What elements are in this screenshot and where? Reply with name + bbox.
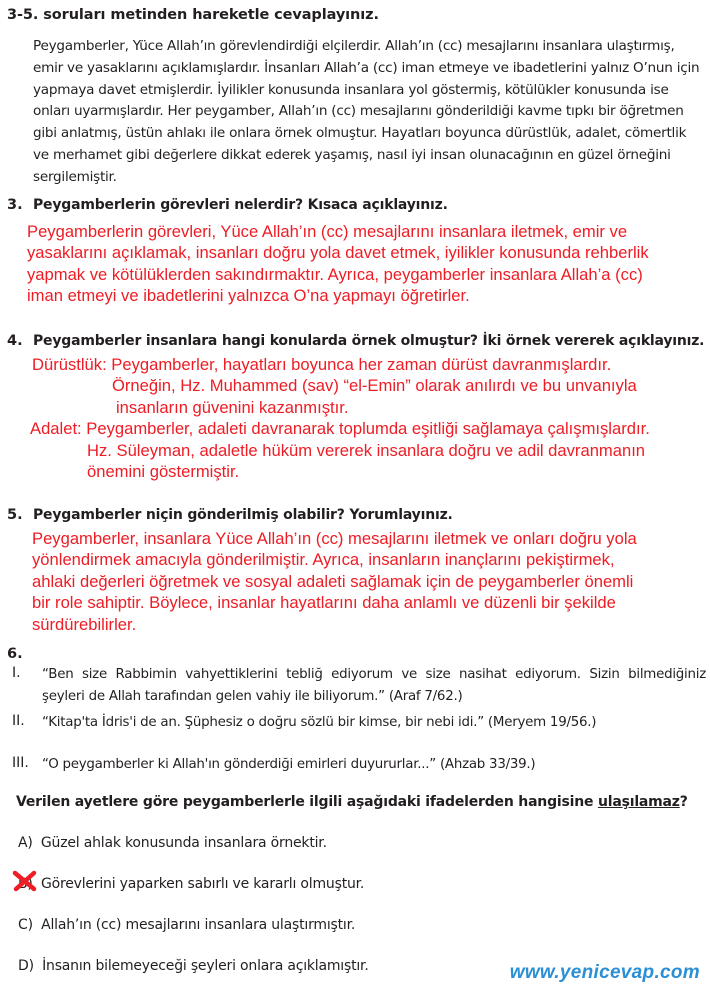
option-text: İnsanın bilemeyeceği şeyleri onlara açıklamıştır.	[42, 958, 369, 974]
option-text: Güzel ahlak konusunda insanlara örnektir.	[40, 835, 327, 851]
question-3-text: Peygamberlerin görevleri nelerdir? Kısaca açıklayınız.	[33, 197, 448, 213]
verse-line: şeyleri de Allah tarafından gelen vahiy ile biliyorum.” (Araf 7/62.)	[42, 688, 463, 704]
question-4-number: 4.	[7, 333, 23, 349]
verse-line: “Ben size Rabbimin vahyettiklerini tebliğ ediyorum ve size nasihat ediyorum. Sizin bilmediğiniz	[42, 667, 706, 682]
question-4-text: Peygamberler insanlara hangi konularda örnek olmuştur? İki örnek vererek açıklayınız.	[33, 333, 705, 349]
passage-line: yapmaya davet etmişlerdir. İyilikler konusunda insanlara yol göstermiş, kötülükler konusunda ise	[33, 81, 669, 98]
answer-line: sürdürebilirler.	[32, 614, 137, 634]
passage-line: gibi anlatmış, üstün ahlakı ile onlara örnek olmuştur. Hayatları boyunca dürüstlük, adalet, cömertlik	[33, 125, 687, 142]
question-6-text	[16, 794, 688, 810]
answer-line: Örneğin, Hz. Muhammed (sav) “el-Emin” olarak anılırdı ve bu unvanıyla	[112, 376, 637, 396]
answer-line: insanların güvenini kazanmıştır.	[116, 397, 349, 417]
question-5-text: Peygamberler niçin gönderilmiş olabilir? Yorumlayınız.	[33, 507, 453, 523]
verse-numeral: II.	[12, 713, 25, 729]
answer-line: yönlendirmek amacıyla gönderilmiştir. Ayrıca, insanların inançlarını pekiştirmek,	[32, 550, 615, 570]
passage-line: ve merhamet gibi değerlere dikkat ederek yaşamış, nasıl iyi insan olunacağının en güzel örneğini	[33, 146, 671, 163]
reading-passage	[33, 36, 705, 189]
question-5-answer	[32, 528, 637, 635]
question-5-number: 5.	[7, 507, 23, 523]
passage-line: Peygamberler, Yüce Allah’ın görevlendirdiği elçilerdir. Allah’ın (cc) mesajlarını insanlara ulaştırmış,	[33, 38, 675, 54]
question-3-number: 3.	[7, 197, 23, 213]
verse-numeral: III.	[12, 755, 29, 771]
option-letter: D)	[18, 958, 34, 974]
answer-line: Adalet: Peygamberler, adaleti davranarak toplumda eşitliği sağlamaya çalışmışlardır.	[30, 419, 650, 439]
verse-text	[42, 754, 535, 776]
answer-line: bir role sahiptir. Böylece, insanlar hayatlarını daha anlamlı ve düzenli bir şekilde	[32, 593, 616, 613]
answer-line: Peygamberler, insanlara Yüce Allah’ın (cc) mesajlarını iletmek ve onları doğru yola	[32, 529, 637, 548]
verse-numeral: I.	[12, 665, 21, 681]
passage-line: sergilemiştir.	[33, 168, 117, 185]
answer-line: iman etmeyi ve ibadetlerini yalnızca O’na yapmayı öğretirler.	[27, 286, 470, 306]
answer-line: yapmak ve kötülüklerden sakındırmaktır. Ayrıca, peygamberler insanlara Allah’a (cc)	[27, 264, 643, 284]
option-text: Allah’ın (cc) mesajlarını insanlara ulaştırmıştır.	[41, 917, 356, 933]
answer-line: ahlaki değerleri öğretmek ve sosyal adaleti sağlamak için de peygamberler önemli	[32, 571, 634, 591]
section-title: 3-5. soruları metinden hareketle cevaplayınız.	[7, 7, 379, 23]
answer-line: Dürüstlük: Peygamberler, hayatları boyunca her zaman dürüst davranmışlardır.	[32, 355, 612, 374]
verse-text	[42, 664, 706, 707]
passage-line: onları uyarmışlardır. Her peygamber, Allah’ın (cc) mesajlarını gönderildiği kavme tıpkı bir öğretmen	[33, 103, 684, 120]
option-b[interactable]	[18, 876, 364, 892]
answer-line: Hz. Süleyman, adaletle hüküm vererek insanlara doğru ve adil davranmanın	[87, 440, 646, 460]
passage-line: emir ve yasaklarını açıklamışlardır. İnsanları Allah’a (cc) iman etmeye ve ibadetlerini yalnız O’nun için	[33, 59, 700, 76]
question-6-number: 6.	[7, 646, 23, 662]
question-4-answer	[32, 354, 650, 482]
option-a[interactable]	[18, 835, 327, 851]
answer-line: yasaklarını açıklamak, insanları doğru yola davet etmek, iyilikler konusunda rehberlik	[27, 243, 649, 263]
question-6-prefix: Verilen ayetlere göre peygamberlerle ilgili aşağıdaki ifadelerden hangisine	[16, 794, 598, 810]
question-6-suffix: ?	[679, 794, 688, 810]
option-letter: C)	[18, 917, 33, 933]
verse-line: “O peygamberler ki Allah'ın gönderdiği emirleri duyururlar...” (Ahzab 33/39.)	[42, 757, 536, 772]
option-letter: B)	[18, 876, 33, 892]
option-d[interactable]	[18, 958, 369, 974]
answer-line: Peygamberlerin görevleri, Yüce Allah’ın (cc) mesajlarını insanlara iletmek, emir ve	[27, 222, 628, 241]
option-letter: A)	[18, 835, 33, 851]
question-3-answer	[27, 221, 649, 307]
verse-line: “Kitap'ta İdris'i de an. Şüphesiz o doğru sözlü bir kimse, bir nebi idi.” (Meryem 19/56.)	[42, 715, 597, 730]
option-c[interactable]	[18, 917, 355, 933]
site-watermark: www.yenicevap.com	[509, 962, 700, 983]
answer-line: önemini göstermiştir.	[87, 462, 240, 482]
option-text: Görevlerini yaparken sabırlı ve kararlı olmuştur.	[40, 876, 365, 892]
wrong-mark-icon	[12, 870, 38, 892]
question-6-emphasis: ulaşılamaz	[597, 794, 680, 810]
verse-text	[42, 712, 596, 734]
